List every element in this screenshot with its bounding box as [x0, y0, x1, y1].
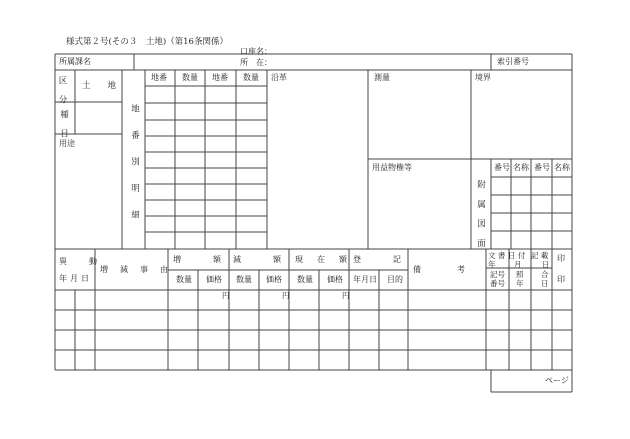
decrease-quantity-header: 数量	[236, 275, 252, 284]
history-label: 沿革	[271, 73, 287, 82]
document-label-line2: 年	[488, 260, 496, 269]
name-header-2: 名称	[554, 163, 570, 172]
date-label-line1: 日 付	[508, 251, 526, 260]
form-title: 様式第２号(その３ 土地)（第16条関係）	[66, 37, 228, 47]
increase-label: 増 額	[173, 255, 223, 264]
document-label-line1: 文 書	[488, 251, 506, 260]
date-label-line2: 月	[514, 260, 522, 269]
increase-quantity-header: 数量	[176, 275, 192, 284]
match-label-line1: 合	[541, 270, 549, 279]
number-header-1: 番号	[494, 163, 510, 172]
land-label: 土 地	[82, 81, 117, 91]
parcel-number-header-1: 地番	[151, 73, 167, 82]
registry-label: 登 記	[353, 255, 403, 264]
check-label-line2: 年	[516, 279, 524, 288]
current-value-label: 現 在 額	[295, 255, 350, 264]
usage-label: 用途	[59, 139, 75, 148]
decrease-yen-unit: 円	[282, 291, 290, 300]
seal-label-2: 印	[557, 275, 565, 284]
parcel-detail-label: 地番別明細	[129, 104, 140, 237]
name-header-1: 名称	[513, 163, 529, 172]
attached-drawing-label: 附属図面	[475, 180, 486, 258]
survey-label: 測量	[374, 73, 390, 82]
location-label: 所 在：	[240, 58, 272, 67]
decrease-label: 減 額	[233, 255, 283, 264]
check-label-line1: 照	[516, 270, 524, 279]
department-label: 所属課名	[59, 57, 91, 66]
doc-number-label-line2: 番号	[490, 279, 505, 288]
usufruct-label: 用益物権等	[372, 163, 412, 172]
increase-yen-unit: 円	[222, 291, 230, 300]
category-label: 区 分	[57, 76, 67, 105]
remarks-label: 備 考	[413, 265, 468, 274]
parcel-number-header-2: 地番	[212, 73, 228, 82]
change-label: 異 動	[59, 257, 99, 266]
increase-price-header: 価格	[206, 275, 222, 284]
match-label-line2: 日	[541, 279, 549, 288]
boundary-label: 境界	[475, 73, 491, 82]
decrease-price-header: 価格	[266, 275, 282, 284]
current-quantity-header: 数量	[297, 275, 313, 284]
reason-label: 増 減 事 由	[100, 265, 170, 274]
registry-date-header: 年月日	[353, 275, 377, 284]
entry-label-line1: 記 載	[531, 251, 549, 260]
entry-label-line2: 日	[542, 260, 550, 269]
current-yen-unit: 円	[342, 291, 350, 300]
seal-label-1: 印	[557, 254, 565, 263]
area-header-1: 数量	[182, 73, 198, 82]
account-name-label: 口座名：	[240, 47, 272, 56]
doc-number-label-line1: 記号	[490, 270, 505, 279]
area-header-2: 数量	[243, 73, 259, 82]
number-header-2: 番号	[534, 163, 550, 172]
page-label: ページ	[545, 376, 569, 385]
index-number-label: 索引番号	[497, 57, 529, 66]
current-price-header: 価格	[327, 275, 343, 284]
change-date-label: 年月日	[59, 274, 92, 283]
type-label: 種 目	[58, 110, 69, 139]
registry-purpose-header: 目的	[387, 275, 403, 284]
